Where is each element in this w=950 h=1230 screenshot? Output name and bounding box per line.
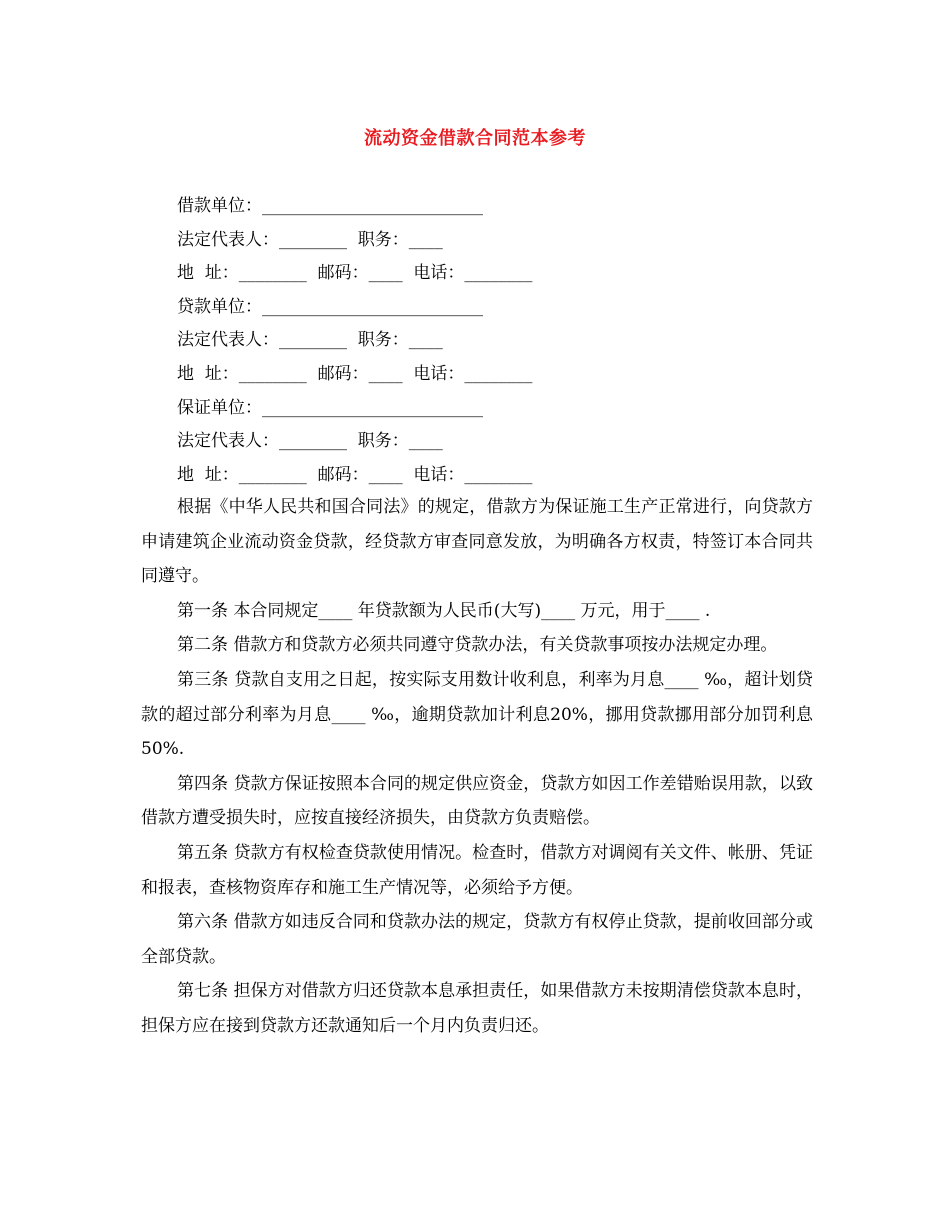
- borrower-unit-field: 借款单位：__________________________: [177, 196, 483, 216]
- borrower-representative-field: 法定代表人：________ 职务：____: [177, 229, 443, 250]
- article-5: 第五条 贷款方有权检查贷款使用情况。检查时，借款方对调阅有关文件、帐册、凭证和报表，查核物资库存和施工生产情况等，必须给予方便。: [141, 842, 813, 898]
- article-6: 第六条 借款方如违反合同和贷款办法的规定，贷款方有权停止贷款，提前收回部分或全部贷款。: [141, 912, 813, 967]
- preamble-paragraph: 根据《中华人民共和国合同法》的规定，借款方为保证施工生产正常进行，向贷款方申请建筑企业流动资金贷款，经贷款方审查同意发放，为明确各方权责，特签订本合同共同遵守。: [141, 497, 813, 587]
- article-7: 第七条 担保方对借款方归还贷款本息承担责任，如果借款方未按期清偿贷款本息时，担保方应在接到贷款方还款通知后一个月内负责归还。: [141, 981, 813, 1036]
- article-4: 第四条 贷款方保证按照本合同的规定供应资金，贷款方如因工作差错贻误用款，以致借款方遭受损失时，应按直接经济损失，由贷款方负责赔偿。: [141, 773, 813, 829]
- guarantor-representative-field: 法定代表人：________ 职务：____: [177, 431, 443, 452]
- document-title: 流动资金借款合同范本参考: [364, 128, 586, 149]
- party-fields: [177, 190, 817, 492]
- guarantor-address-field: 地 址：________ 邮码：____ 电话：________: [177, 464, 533, 485]
- lender-unit-field: 贷款单位：__________________________: [177, 296, 483, 317]
- article-3: 第三条 贷款自支用之日起，按实际支用数计收利息，利率为月息____ ‰，超计划贷款的超过部分利率为月息____ ‰，逾期贷款加计利息20%，挪用贷款挪用部分加罚利息50%.: [141, 669, 813, 760]
- lender-address-field: 地 址：________ 邮码：____ 电话：________: [177, 363, 533, 384]
- lender-representative-field: 法定代表人：________ 职务：____: [177, 330, 443, 351]
- contract-body: [141, 490, 813, 1044]
- borrower-address-field: 地 址：________ 邮码：____ 电话：________: [177, 263, 533, 284]
- article-1: 第一条 本合同规定____ 年贷款额为人民币(大写)____ 万元，用于____ .: [177, 600, 711, 621]
- article-2: 第二条 借款方和贷款方必须共同遵守贷款办法，有关贷款事项按办法规定办理。: [177, 635, 778, 656]
- guarantor-unit-field: 保证单位：__________________________: [177, 397, 483, 418]
